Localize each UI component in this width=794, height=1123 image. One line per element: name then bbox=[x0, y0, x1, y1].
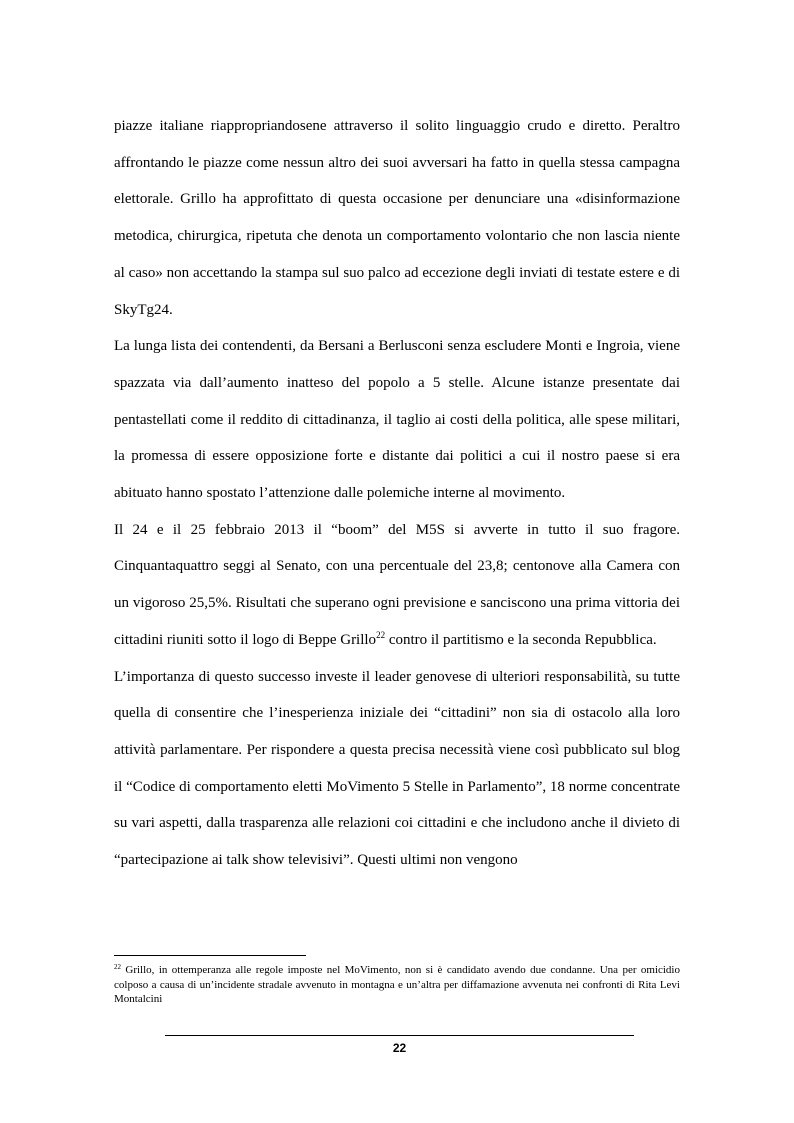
paragraph-1: piazze italiane riappropriandosene attraverso il solito linguaggio crudo e diretto. Peraltro affrontando le piazze come nessun altro dei suoi avversari ha fatto in quella stessa campagna elettorale. Grillo ha approfittato di questa occasione per denunciare una «disinformazione metodica, chirurgica, ripetuta che denota un comportamento volontario che non lascia niente al caso» non accettando la stampa sul suo palco ad eccezione degli inviati di testate estere e di SkyTg24. bbox=[114, 118, 680, 318]
paragraph-3 bbox=[114, 512, 680, 659]
footnote-number: 22 bbox=[114, 963, 121, 971]
footnote-text: Grillo, in ottemperanza alle regole imposte nel MoVimento, non si è candidato avendo due condanne. Una per omicidio colposo a causa di un’incidente stradale avvenuto in montagna e un’altra per diffamazione avvenuta nei confronti di Rita Levi Montalcini bbox=[114, 964, 680, 1005]
footer-divider bbox=[165, 1035, 634, 1036]
paragraph-2: La lunga lista dei contendenti, da Bersani a Berlusconi senza escludere Monti e Ingroia, viene spazzata via dall’aumento inatteso del popolo a 5 stelle. Alcune istanze presentate dai pentastellati come il reddito di cittadinanza, il taglio ai costi della politica, alle spese militari, la promessa di essere opposizione forte e distante dai politici a cui il nostro paese si era abituato hanno spostato l’attenzione dalle polemiche interne al movimento. bbox=[114, 338, 680, 502]
body-text bbox=[114, 108, 680, 879]
paragraph-3-text-after: contro il partitismo e la seconda Repubblica. bbox=[385, 631, 657, 648]
footnote bbox=[114, 963, 680, 1007]
footnote-reference[interactable]: 22 bbox=[376, 629, 386, 640]
footnote-separator bbox=[114, 955, 306, 956]
paragraph-3-text-before: Il 24 e il 25 febbraio 2013 il “boom” del M5S si avverte in tutto il suo fragore. Cinquantaquattro seggi al Senato, con una percentuale del 23,8; centonove alla Camera con un vigoroso 25,5%. Risultati che superano ogni previsione e sanciscono una prima vittoria dei cittadini riuniti sotto il logo di Beppe Grillo bbox=[114, 521, 680, 648]
paragraph-4: L’importanza di questo successo investe il leader genovese di ulteriori responsabilità, su tutte quella di consentire che l’inesperienza iniziale dei “cittadini” non sia di ostacolo alla loro attività parlamentare. Per rispondere a questa precisa necessità viene così pubblicato sul blog il “Codice di comportamento eletti MoVimento 5 Stelle in Parlamento”, 18 norme concentrate su vari aspetti, dalla trasparenza alle relazioni coi cittadini e che includono anche il divieto di “partecipazione ai talk show televisivi”. Questi ultimi non vengono bbox=[114, 668, 680, 869]
page-number: 22 bbox=[392, 1041, 407, 1055]
